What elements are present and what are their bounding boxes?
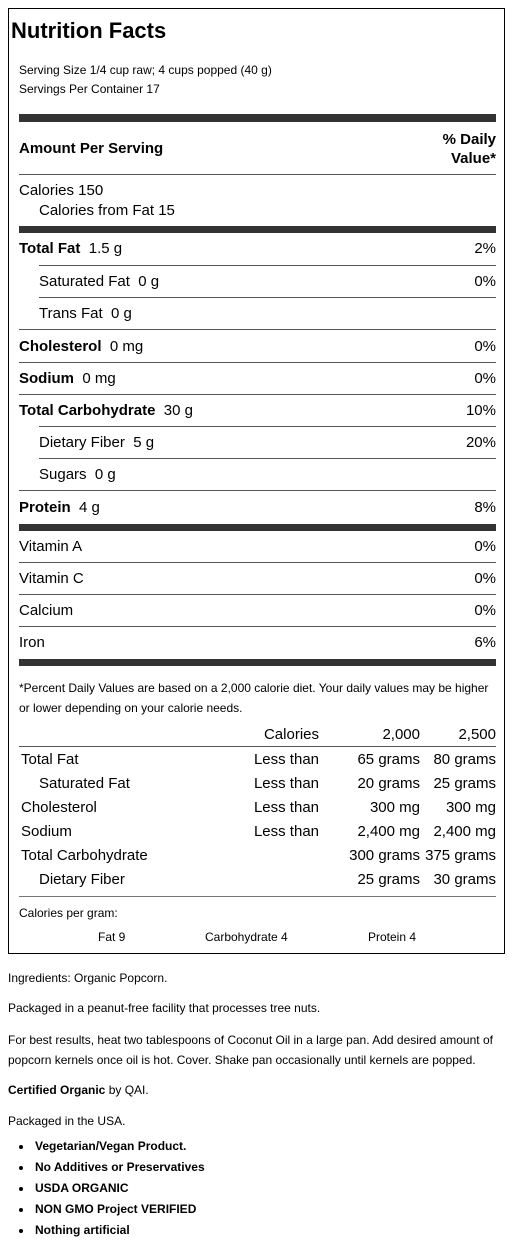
nutrient-amount: 0 g bbox=[138, 273, 160, 290]
origin-text: Packaged in the USA. bbox=[8, 1114, 126, 1128]
nutrient-amount: 0 g bbox=[110, 305, 132, 322]
table-header-cell: 2,500 bbox=[420, 722, 496, 747]
thick-divider bbox=[19, 524, 496, 531]
table-header-row bbox=[19, 722, 496, 747]
table-cell: Total Fat bbox=[21, 750, 79, 768]
nutrient-name: Saturated Fat bbox=[39, 273, 130, 290]
nutrient-name: Dietary Fiber bbox=[39, 434, 125, 451]
table-cell bbox=[231, 867, 319, 891]
nutrient-amount: 0 mg bbox=[109, 338, 144, 355]
table-cell: 65 grams bbox=[357, 750, 420, 768]
list-item: • NON GMO Project VERIFIED bbox=[33, 1199, 205, 1220]
list-item: • No Additives or Preservatives bbox=[33, 1157, 205, 1178]
divider bbox=[19, 329, 496, 330]
nutrient-name: Total Carbohydrate bbox=[19, 402, 156, 419]
divider bbox=[19, 174, 496, 175]
calories-from-fat: Calories from Fat 15 bbox=[39, 202, 175, 219]
table-cell: 300 mg bbox=[445, 798, 496, 816]
nutrient-amount: 30 g bbox=[163, 402, 193, 419]
table-row bbox=[19, 867, 496, 891]
table-cell: 2,400 mg bbox=[433, 822, 496, 840]
table-cell: Less than bbox=[253, 774, 319, 792]
calories: Calories 150 bbox=[19, 182, 104, 199]
ingredients-text: Ingredients: Organic Popcorn. bbox=[8, 971, 168, 985]
nutrient-dv: 20% bbox=[465, 434, 496, 451]
table-cell: Saturated Fat bbox=[39, 774, 130, 792]
divider bbox=[19, 562, 496, 563]
divider bbox=[19, 362, 496, 363]
nutrient-name: Trans Fat bbox=[39, 305, 103, 322]
calories-per-gram-label: Calories per gram: bbox=[19, 906, 118, 920]
product-claims-list bbox=[8, 1136, 205, 1241]
list-item: • USDA ORGANIC bbox=[33, 1178, 205, 1199]
certified-organic-bold: Certified Organic bbox=[8, 1083, 106, 1097]
facility-text: Packaged in a peanut-free facility that processes tree nuts. bbox=[8, 1001, 321, 1015]
nutrient-dv: 2% bbox=[474, 240, 496, 257]
daily-value-reference-table bbox=[19, 722, 496, 891]
thick-divider bbox=[19, 659, 496, 666]
nutrient-dv: 0% bbox=[474, 273, 496, 290]
daily-value-header-line2: Value* bbox=[450, 150, 496, 167]
nutrient-name: Sugars bbox=[39, 466, 87, 483]
table-row bbox=[19, 747, 496, 772]
daily-value-header-line1: % Daily bbox=[442, 131, 496, 148]
divider bbox=[19, 896, 496, 897]
directions-text: For best results, heat two tablespoons of Coconut Oil in a large pan. Add desired amount of popcorn kernels once oil is hot. Cover. Shake pan occasionally until kernels are popped. bbox=[8, 1033, 493, 1067]
thick-divider bbox=[19, 114, 496, 122]
daily-value-header bbox=[380, 130, 496, 168]
vitamin-dv: 0% bbox=[474, 602, 496, 619]
thick-divider bbox=[19, 226, 496, 233]
table-cell: Dietary Fiber bbox=[39, 870, 125, 888]
nutrient-amount: 1.5 g bbox=[88, 240, 123, 257]
table-row bbox=[19, 819, 496, 843]
divider bbox=[19, 594, 496, 595]
table-cell: 300 mg bbox=[369, 798, 420, 816]
list-item: • Vegetarian/Vegan Product. bbox=[33, 1136, 205, 1157]
vitamin-name: Vitamin C bbox=[19, 570, 84, 587]
divider bbox=[39, 458, 496, 459]
nutrient-dv: 10% bbox=[465, 402, 496, 419]
certified-organic-rest: by QAI. bbox=[105, 1083, 149, 1097]
nutrient-name: Total Fat bbox=[19, 240, 81, 257]
per-gram-carbohydrate: Carbohydrate 4 bbox=[205, 930, 288, 944]
table-header-cell: 2,000 bbox=[319, 722, 420, 747]
per-gram-protein: Protein 4 bbox=[368, 930, 417, 944]
table-cell: 30 grams bbox=[433, 870, 496, 888]
table-header-cell: Calories bbox=[231, 722, 319, 747]
nutrient-amount: 0 mg bbox=[82, 370, 116, 387]
table-cell: Sodium bbox=[21, 822, 72, 840]
serving-size: Serving Size 1/4 cup raw; 4 cups popped (40 g) bbox=[19, 63, 272, 77]
divider bbox=[19, 490, 496, 491]
table-cell: Cholesterol bbox=[21, 798, 97, 816]
divider bbox=[39, 426, 496, 427]
certified-organic-text bbox=[8, 1080, 508, 1100]
table-cell: Total Carbohydrate bbox=[21, 846, 148, 864]
table-cell: 25 grams bbox=[357, 870, 420, 888]
nutrient-amount: 4 g bbox=[79, 499, 100, 516]
list-item: • Nothing artificial bbox=[33, 1220, 205, 1241]
divider bbox=[39, 297, 496, 298]
vitamin-dv: 0% bbox=[474, 570, 496, 587]
vitamin-name: Iron bbox=[19, 634, 45, 651]
table-row bbox=[19, 843, 496, 867]
table-cell: Less than bbox=[253, 750, 319, 768]
table-cell bbox=[231, 843, 319, 867]
vitamin-name: Vitamin A bbox=[19, 538, 83, 555]
table-row bbox=[19, 795, 496, 819]
table-cell: 20 grams bbox=[357, 774, 420, 792]
nutrient-amount: 0 g bbox=[94, 466, 116, 483]
nutrient-dv: 0% bbox=[474, 370, 496, 387]
table-cell: 300 grams bbox=[349, 846, 420, 864]
vitamin-dv: 6% bbox=[474, 634, 496, 651]
table-cell: 80 grams bbox=[433, 750, 496, 768]
per-gram-fat: Fat 9 bbox=[98, 930, 126, 944]
nutrient-dv: 8% bbox=[474, 499, 496, 516]
table-header-cell bbox=[19, 722, 231, 747]
table-cell: 25 grams bbox=[433, 774, 496, 792]
nutrient-name: Cholesterol bbox=[19, 338, 102, 355]
table-cell: Less than bbox=[253, 798, 319, 816]
nutrient-name: Sodium bbox=[19, 370, 74, 387]
vitamin-dv: 0% bbox=[474, 538, 496, 555]
amount-per-serving: Amount Per Serving bbox=[19, 140, 164, 157]
nutrient-name: Protein bbox=[19, 499, 71, 516]
table-cell: Less than bbox=[253, 822, 319, 840]
label-title: Nutrition Facts bbox=[11, 18, 167, 43]
servings-per-container: Servings Per Container 17 bbox=[19, 82, 160, 96]
daily-value-footnote: *Percent Daily Values are based on a 2,000 calorie diet. Your daily values may be higher or lower depending on your calorie needs. bbox=[19, 681, 489, 715]
divider bbox=[39, 265, 496, 266]
divider bbox=[19, 626, 496, 627]
table-row bbox=[19, 771, 496, 795]
nutrient-amount: 5 g bbox=[133, 434, 155, 451]
table-cell: 2,400 mg bbox=[357, 822, 420, 840]
table-cell: 375 grams bbox=[425, 846, 496, 864]
divider bbox=[19, 394, 496, 395]
vitamin-name: Calcium bbox=[19, 602, 74, 619]
nutrient-dv: 0% bbox=[474, 338, 496, 355]
